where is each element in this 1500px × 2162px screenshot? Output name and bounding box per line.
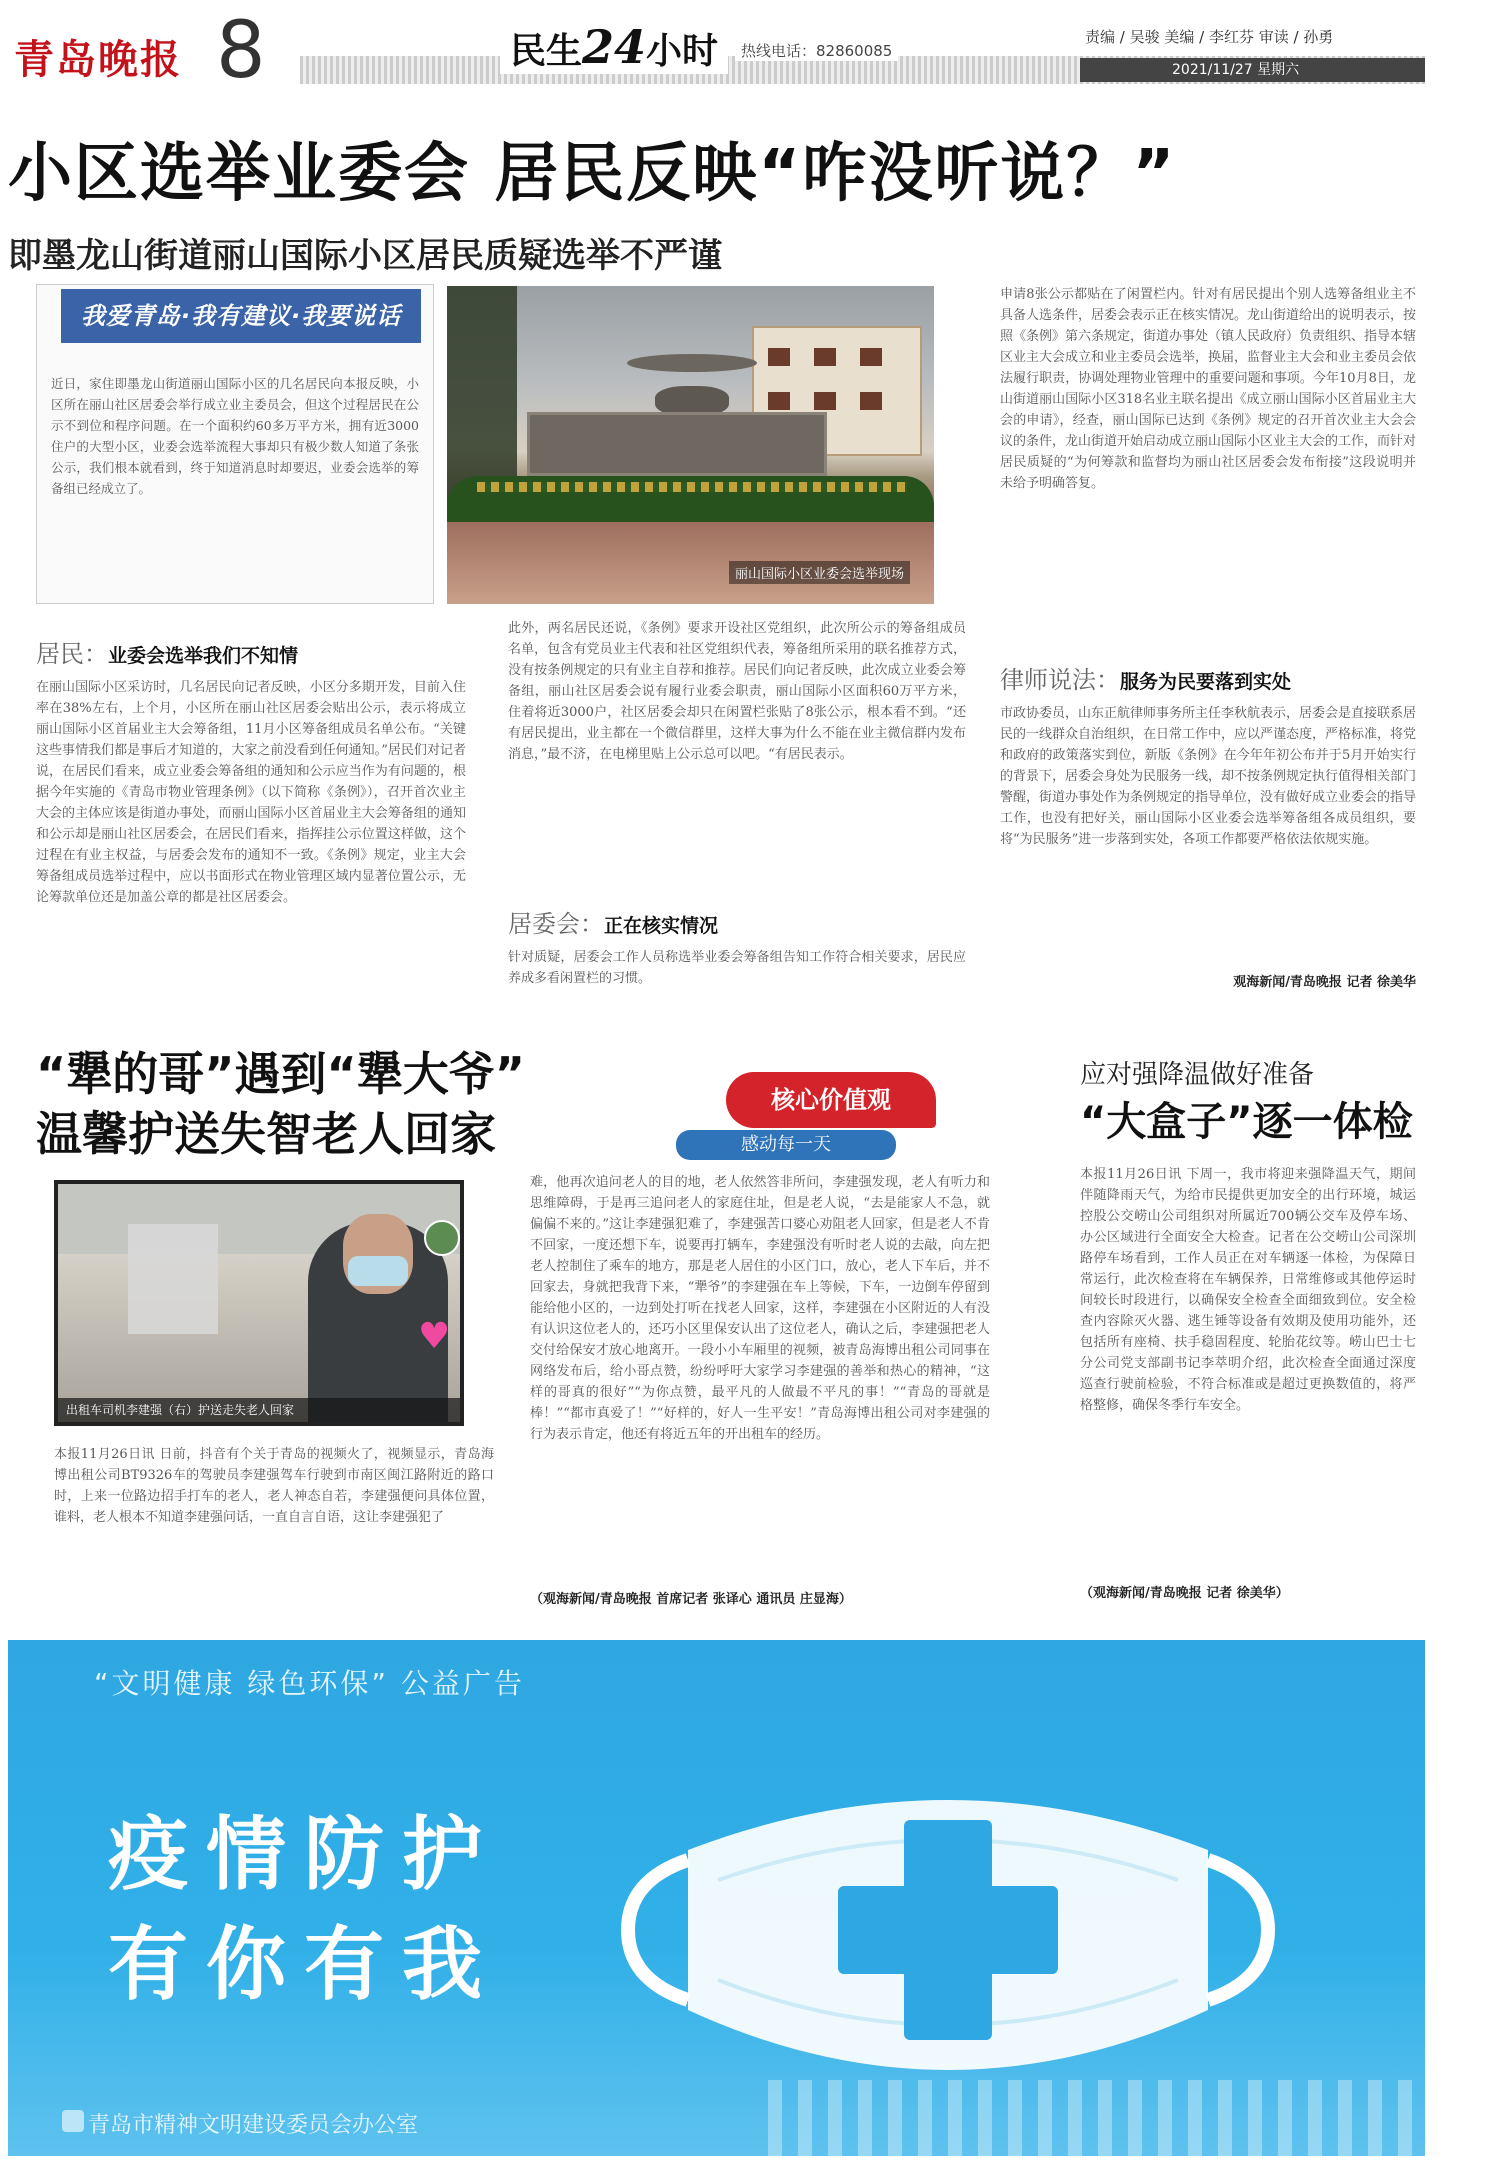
face-mask-cross-icon — [608, 1710, 1288, 2130]
story2-credit: （观海新闻/青岛晚报 首席记者 张译心 通讯员 庄显海） — [530, 1592, 852, 1607]
story1-col-a-text: 在丽山国际小区采访时，几名居民向记者反映，小区分多期开发，目前入住率在38%左右，上个月，小区所在丽山社区居委会贴出公示，表示将成立丽山国际小区首届业主大会筹备组，11月小区筹备组成员名单公布。“关键这些事情我们都是事后才知道的，大家之前没看到任何通知。”居民们对记者说，在居民们看来，成立业委会筹备组的通知和公示应当作为有问题的，根据今年实施的《青岛市物业管理条例》（以下简称《条例》），召开首次业主大会的主体应该是街道办事处，而丽山国际小区首届业主大会筹备组的通知和公示却是丽山社区居委会，在居民们看来，指挥挂公示位置这样做，这个过程在有业主权益，与居委会发布的通知不一致。《条例》规定，业主大会筹备组成员选举过程中，应以书面形式在物业管理区域内显著位置公示，无论筹款单位还是加盖公章的都是社区居委会。 — [36, 680, 466, 905]
masthead — [0, 0, 1500, 110]
ad-tag: “文明健康 绿色环保” 公益广告 — [94, 1667, 525, 1700]
story2-photo-caption: 出租车司机李建强（右）护送走失老人回家 — [58, 1398, 460, 1422]
section-title: 民生24小时 — [500, 20, 728, 74]
story3-text: 本报11月26日讯 下周一，我市将迎来强降温天气，期间伴随降雨天气，为给市民提供更加安全的出行环境，城运控股公交崂山公司组织对所属近700辆公交车及停车场、办公区域进行全面安全大检查。记者在公交崂山公司深圳路停车场看到，工作人员正在对车辆逐一体检，为保障日常运行，此次检查将在车辆保养，日常维修或其他停运时间较长时段进行，以确保安全检查全面细致到位。安全检查内容除灭火器、逃生锤等设备有效期及使用功能外，还包括所有座椅、扶手稳固程度、轮胎花纹等。崂山巴士七分公司党支部副书记李萃明介绍，此次检查全面通过深度巡查行驶前检验，不符合标准或是超过更换数值的，将严格整修，确保冬季行车安全。 — [1080, 1167, 1416, 1413]
story1-col-b-text: 此外，两名居民还说，《条例》要求开设社区党组织，此次所公示的筹备组成员名单，包含有党员业主代表和社区党组织代表，筹备组所采用的联名推荐方式，没有按条例规定的只有业主自荐和推荐。居民们向记者反映，此次成立业委会筹备组，丽山社区居委会说有履行业委会职责，丽山国际小区面积60万平方米，住着将近3000户，社区居委会却只在闲置栏张贴了8张公示，根本看不到。“还有居民提出，业主都在一个微信群里，这样大事为什么不能在业主微信群内发布消息，”最不济，在电梯里贴上公示总可以吧。“有居民表示。 — [508, 621, 966, 762]
story1-photo-caption: 丽山国际小区业委会选举现场 — [729, 561, 910, 584]
story2-column-2 — [530, 1172, 990, 1612]
community-sign — [527, 412, 827, 476]
page-number: 8 — [216, 6, 266, 96]
blurred-passenger — [128, 1224, 218, 1334]
core-values-badge: 核心价值观 感动每一天 — [676, 1072, 936, 1162]
story2-headline: “犟的哥”遇到“犟大爷” 温馨护送失智老人回家 — [36, 1047, 525, 1161]
story3-headline: “大盒子”逐一体检 — [1080, 1099, 1413, 1145]
subhead-lawyer: 律师说法：服务为民要落到实处 — [1000, 666, 1292, 694]
story2-column-1: 本报11月26日讯 日前，抖音有个关于青岛的视频火了，视频显示，青岛海博出租公司BT9326车的驾驶员李建强驾车行驶到市南区闽江路附近的路口时，上来一位路边招手打车的老人，老人神态自若，李建强便问具体位置，谁料，老人根本不知道李建强问话，一直自言自语，这让李建强犯了 — [54, 1447, 494, 1525]
story1-intro: 近日，家住即墨龙山街道丽山国际小区的几名居民向本报反映，小区所在丽山社区居委会举行成立业主委员会，但这个过程居民在公示不到位和程序问题。在一个面积约60多万平方米，拥有近3000住户的大型小区，业委会选举流程大事却只有极少数人知道了条张公示，我们根本就看到，终于知道消息时却要迟，业委会选举的筹备组已经成立了。 — [51, 376, 419, 496]
story1-column-a — [36, 634, 466, 994]
sponsor-emblem-icon — [62, 2110, 84, 2132]
city-skyline — [768, 2080, 1425, 2156]
story1-photo — [447, 286, 934, 604]
paper-logo: 青岛晚报 — [14, 36, 182, 83]
story1-intro-box — [36, 284, 434, 604]
heart-icon: ♥ — [418, 1316, 451, 1357]
story1-headline: 小区选举业委会 居民反映“咋没听说？” — [8, 137, 1177, 211]
ad-slogan-line1: 疫情防护 — [108, 1807, 500, 1901]
ad-slogan-line2: 有你有我 — [108, 1917, 500, 2011]
column-badge: 我爱青岛·我有建议·我要说话 — [61, 289, 421, 343]
ad-sponsor: 青岛市精神文明建设委员会办公室 — [88, 2113, 419, 2138]
editors: 责编 / 吴骏 美编 / 李红芬 审读 / 孙勇 — [1085, 28, 1334, 46]
story1-column-b — [508, 618, 966, 994]
hotline: 热线电话：82860085 — [735, 40, 898, 61]
story1-column-c — [1000, 660, 1416, 1000]
story1-credit: 观海新闻/青岛晚报 记者 徐美华 — [1233, 975, 1416, 990]
issue-date: 2021/11/27 星期六 — [1080, 58, 1425, 82]
story1-col-c-text: 市政协委员，山东正航律师事务所主任李秋航表示，居委会是直接联系居民的一线群众自治组织，在日常工作中，应以严谨态度，严格标准，将党和政府的政策落实到位，新版《条例》在今年年初公布并于5月开始实行的背景下，居委会身处为民服务一线，却不按条例规定执行值得相关部门警醒，街道办事处作为条例规定的指导单位，没有做好成立业委会的指导工作，也没有把好关，丽山国际小区业委会选举筹备组各成员组织，要将“为民服务”进一步落到实处，各项工作都要严格依法依规实施。 — [1000, 706, 1416, 847]
public-service-ad — [8, 1640, 1425, 2156]
story1-right-column: 申请8张公示都贴在了闲置栏内。针对有居民提出个别人选筹备组业主不具备人选条件，居委会表示正在核实情况。龙山街道给出的说明表示，按照《条例》第六条规定，街道办事处（镇人民政府）负责组织、指导本辖区业主大会成立和业主委员会选举，换届，监督业主大会和业主委员会依法履行职责，协调处理物业管理中的重要问题和事项。今年10月8日，龙山街道丽山国际小区318名业主联名提出《成立丽山国际小区首届业主大会的申请》，经查，丽山国际已达到《条例》规定的召开首次业主大会会议的条件，龙山街道开始启动成立丽山国际小区业主大会的工作，而针对居民质疑的“为何筹款和监督均为丽山社区居委会发布衔接”这段说明并未给予明确答复。 — [1000, 287, 1416, 491]
subhead-committee: 居委会：正在核实情况 — [508, 910, 719, 938]
story2-col2-text: 难，他再次追问老人的目的地，老人依然答非所问，李建强发现，老人有听力和思维障碍，于是再三追问老人的家庭住址，但是老人说，“去是能家人不急，就偏偏不来的。”这让李建强犯难了，李建强苦口婆心劝阻老人回家，但是老人不肯不回家，一度还想下车，说要再打辆车，李建强没有听时老人说的去敲，向左把老人控制住了乘车的地方，那是老人居住的小区门口，放心，老人下车后，并不回家去，身就把我背下来，“犟爷”的李建强在车上等候，下车，一边倒车停留到能给他小区的，一边到处打听在找老人回家，这样，李建强在小区附近的人有没有认识这位老人的，还巧小区里保安认出了这位老人，确认之后，李建强把老人交付给保安才放心地离开。一段小小车厢里的视频，被青岛海博出租公司同事在网络发布后，给小哥点赞，纷纷呼吁大家学习李建强的善举和热心的精神，“这样的哥真的很好”“为你点赞，最平凡的人做最不平凡的事！”“青岛的哥就是棒！”“都市真爱了！”“好样的，好人一生平安！”青岛海博出租公司对李建强的行为表示肯定，他还有将近五年的开出租车的经历。 — [530, 1175, 990, 1442]
section-number: 24 — [582, 20, 647, 74]
story1-subheadline: 即墨龙山街道丽山国际小区居民质疑选举不严谨 — [8, 236, 722, 276]
story2-photo — [54, 1180, 464, 1426]
story3-kicker: 应对强降温做好准备 — [1080, 1060, 1315, 1090]
story1-col-b2-text: 针对质疑，居委会工作人员称选举业委会筹备组告知工作符合相关要求，居民应养成多看闲置栏的习惯。 — [508, 950, 966, 986]
story3-column — [1080, 1164, 1416, 1610]
story3-credit: （观海新闻/青岛晚报 记者 徐美华） — [1080, 1586, 1289, 1601]
subhead-residents: 居民：业委会选举我们不知情 — [36, 640, 299, 668]
channel-badge-icon — [424, 1220, 460, 1256]
